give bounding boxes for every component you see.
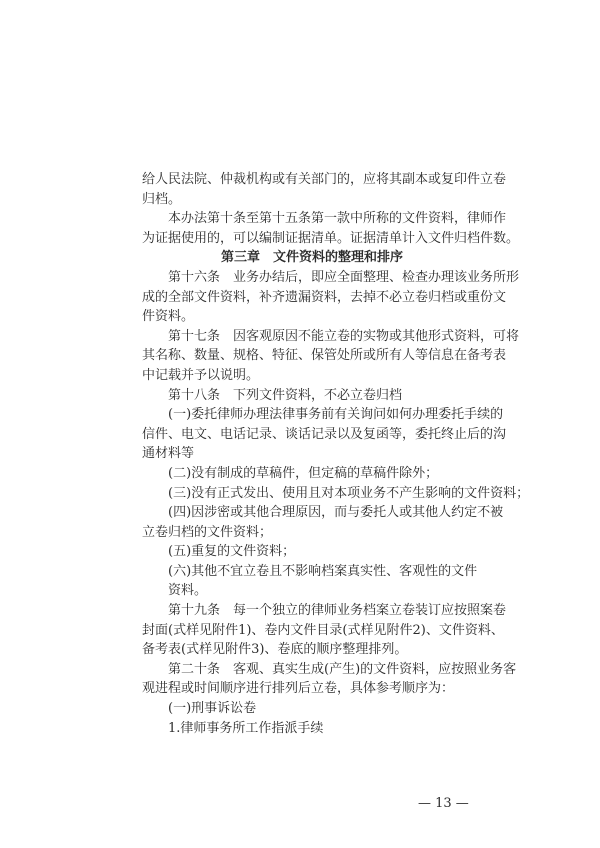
text-line: (四)因涉密或其他合理原因，而与委托人或其他人约定不被 <box>168 505 504 521</box>
text-line: (六)其他不宜立卷且不影响档案真实性、客观性的文件 <box>168 563 478 579</box>
text-line: 通材料等 <box>142 446 195 462</box>
text-line: 归档。 <box>142 191 182 207</box>
text-line: 件资料。 <box>142 309 195 325</box>
text-line: 1.律师事务所工作指派手续 <box>168 720 324 736</box>
text-line: (一)刑事诉讼卷 <box>168 701 257 717</box>
text-line: (五)重复的文件资料； <box>168 544 296 560</box>
text-line: (二)没有制成的草稿件，但定稿的草稿件除外； <box>168 465 439 481</box>
text-line: 封面(式样见附件1)、卷内文件目录(式样见附件2)、文件资料、 <box>142 622 504 638</box>
text-line: 给人民法院、仲裁机构或有关部门的，应将其副本或复印件立卷 <box>142 172 507 187</box>
text-line: 第二十条 客观、真实生成(产生)的文件资料，应按照业务客 <box>168 661 517 677</box>
text-line: 立卷归档的文件资料； <box>142 524 273 540</box>
text-line: 其名称、数量、规格、特征、保管处所或所有人等信息在备考表 <box>142 348 507 364</box>
text-line: 备考表(式样见附件3)、卷底的顺序整理排列。 <box>142 642 408 658</box>
text-line: 第十七条 因客观原因不能立卷的实物或其他形式资料，可将 <box>168 328 520 344</box>
text-line: (三)没有正式发出、使用且对本项业务不产生影响的文件资料； <box>168 485 530 501</box>
page-number: — 13 — <box>418 796 469 811</box>
text-line: 中记载并予以说明。 <box>142 367 260 383</box>
chapter-heading: 第三章 文件资料的整理和排序 <box>220 250 403 266</box>
text-line: 第十八条 下列文件资料，不必立卷归档 <box>168 387 403 403</box>
text-line: 资料。 <box>168 583 208 599</box>
text-line: 本办法第十条至第十五条第一款中所称的文件资料，律师作 <box>168 211 507 227</box>
text-line: 第十六条 业务办结后，即应全面整理、检查办理该业务所形 <box>168 269 520 285</box>
text-line: 观进程或时间顺序进行排列后立卷，具体参考顺序为： <box>142 681 455 697</box>
body-text <box>142 170 530 738</box>
text-line: 成的全部文件资料，补齐遗漏资料，去掉不必立卷归档或重份文 <box>142 289 507 305</box>
text-line: 第十九条 每一个独立的律师业务档案立卷装订应按照案卷 <box>168 603 507 619</box>
text-line: 为证据使用的，可以编制证据清单。证据清单计入文件归档件数。 <box>142 230 520 246</box>
text-line: 信件、电文、电话记录、谈话记录以及复函等，委托终止后的沟 <box>142 426 507 442</box>
text-line: (一)委托律师办理法律事务前有关询问如何办理委托手续的 <box>168 407 504 423</box>
